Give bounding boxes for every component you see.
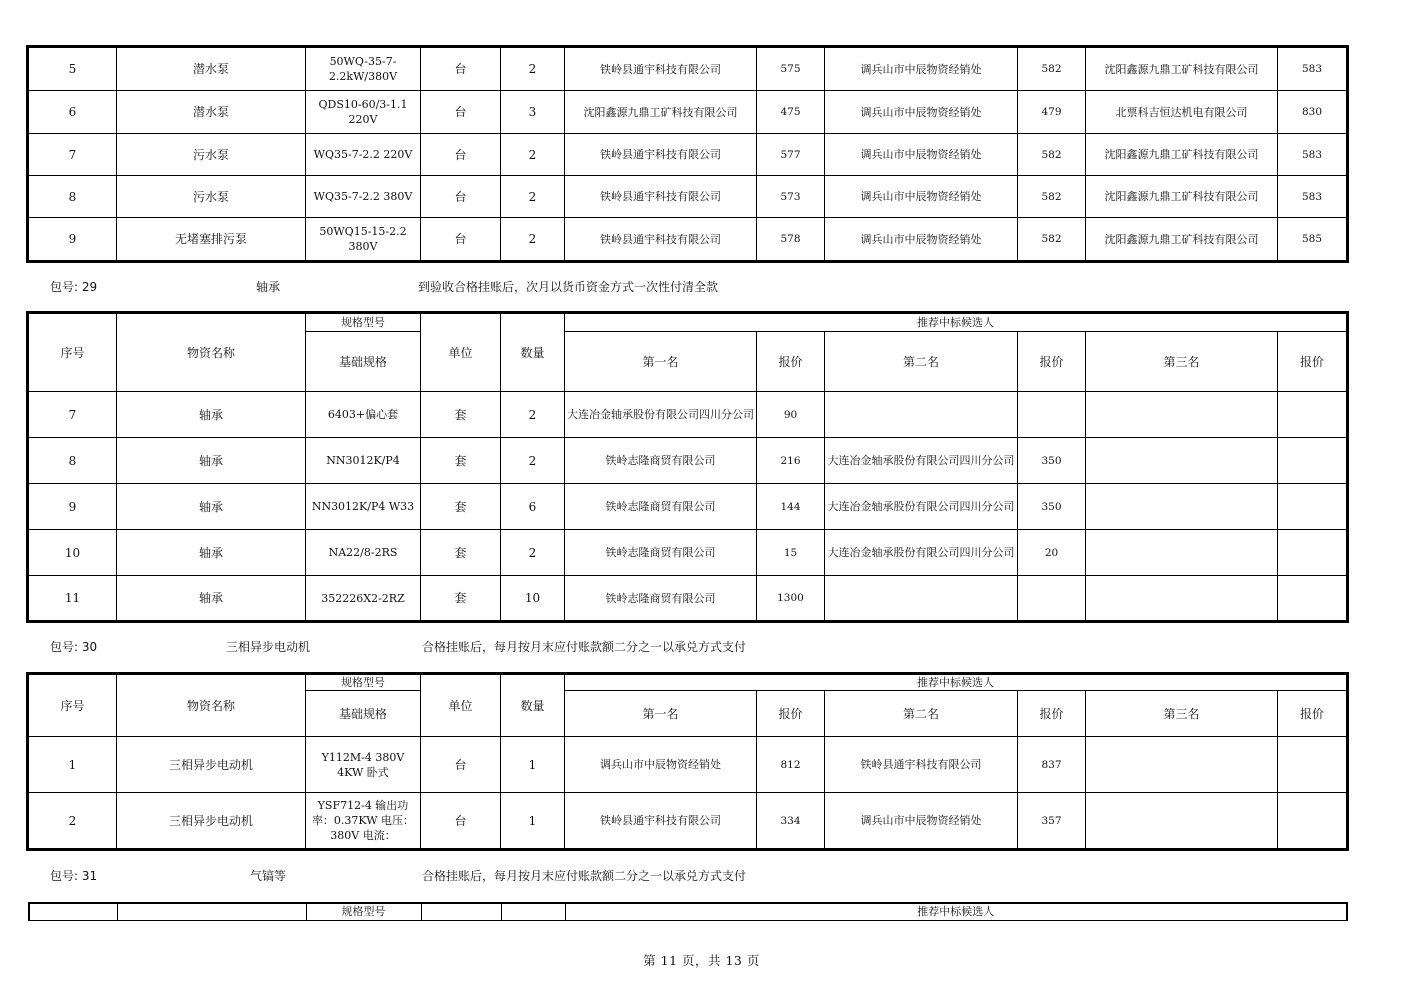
- qty-cell: 2: [501, 176, 565, 218]
- table-row: [29, 530, 1347, 576]
- spec-cell: NN3012K/P4: [306, 438, 421, 484]
- package-30-label: 包号: 30: [50, 640, 98, 654]
- header-seq-cell: [29, 903, 117, 920]
- unit-cell: 台: [421, 134, 501, 176]
- qty-cell: 2: [501, 134, 565, 176]
- unit-cell: 套: [421, 576, 501, 621]
- name-cell: 轴承: [117, 576, 306, 621]
- spec-cell: WQ35-7-2.2 220V: [306, 134, 421, 176]
- name-cell: 污水泵: [117, 176, 306, 218]
- header-price-2: 报价: [1018, 332, 1086, 392]
- header-unit-cell: [421, 903, 501, 920]
- header-spec: 基础规格: [306, 332, 421, 392]
- pump-table: [28, 47, 1347, 261]
- unit-cell: 台: [421, 218, 501, 261]
- header-first: 第一名: [565, 332, 757, 392]
- third-cell: [1086, 438, 1278, 484]
- third-cell: 北票科吉恒达机电有限公司: [1086, 91, 1278, 134]
- name-cell: 潜水泵: [117, 91, 306, 134]
- price-1-cell: 144: [757, 484, 825, 530]
- first-cell: 铁岭志隆商贸有限公司: [565, 438, 757, 484]
- first-cell: 铁岭县通宇科技有限公司: [565, 48, 757, 91]
- header-qty: 数量: [501, 314, 565, 392]
- first-cell: 铁岭志隆商贸有限公司: [565, 576, 757, 621]
- price-2-cell: 582: [1018, 176, 1086, 218]
- third-cell: [1086, 530, 1278, 576]
- seq-cell: 11: [29, 576, 117, 621]
- header-spec-group: 规格型号: [306, 675, 421, 691]
- price-3-cell: [1278, 737, 1347, 793]
- first-cell: 沈阳鑫源九鼎工矿科技有限公司: [565, 91, 757, 134]
- name-cell: 污水泵: [117, 134, 306, 176]
- package-31-item: 气镐等: [250, 869, 287, 883]
- unit-cell: 台: [421, 793, 501, 849]
- package-29-terms: 到验收合格挂账后，次月以货币资金方式一次性付清全款: [418, 280, 719, 294]
- qty-cell: 2: [501, 218, 565, 261]
- price-1-cell: 216: [757, 438, 825, 484]
- third-cell: [1086, 793, 1278, 849]
- qty-cell: 2: [501, 48, 565, 91]
- seq-cell: 8: [29, 176, 117, 218]
- name-cell: 轴承: [117, 530, 306, 576]
- third-cell: 沈阳鑫源九鼎工矿科技有限公司: [1086, 176, 1278, 218]
- header-spec-group: 规格型号: [306, 314, 421, 332]
- unit-cell: 套: [421, 438, 501, 484]
- price-3-cell: 583: [1278, 48, 1347, 91]
- second-cell: 铁岭县通宇科技有限公司: [825, 737, 1018, 793]
- third-cell: [1086, 737, 1278, 793]
- name-cell: 轴承: [117, 438, 306, 484]
- qty-cell: 3: [501, 91, 565, 134]
- seq-cell: 9: [29, 218, 117, 261]
- name-cell: 三相异步电动机: [117, 737, 306, 793]
- price-3-cell: [1278, 576, 1347, 621]
- table-row: [29, 793, 1347, 849]
- price-3-cell: 583: [1278, 176, 1347, 218]
- spec-cell: 6403+偏心套: [306, 392, 421, 438]
- header-qty: 数量: [501, 675, 565, 737]
- unit-cell: 台: [421, 91, 501, 134]
- table-row: [29, 176, 1347, 218]
- package-31-table-clip: [28, 902, 1348, 921]
- price-2-cell: 582: [1018, 218, 1086, 261]
- price-2-cell: [1018, 392, 1086, 438]
- header-recommend: 推荐中标候选人: [565, 675, 1347, 691]
- second-cell: 调兵山市中辰物资经销处: [825, 176, 1018, 218]
- unit-cell: 台: [421, 48, 501, 91]
- header-price-1: 报价: [757, 332, 825, 392]
- name-cell: 轴承: [117, 484, 306, 530]
- price-2-cell: 350: [1018, 438, 1086, 484]
- header-third: 第三名: [1086, 691, 1278, 737]
- qty-cell: 2: [501, 438, 565, 484]
- seq-cell: 6: [29, 91, 117, 134]
- header-unit: 单位: [421, 314, 501, 392]
- package-31-terms: 合格挂账后，每月按月末应付账款额二分之一以承兑方式支付: [422, 869, 747, 883]
- header-first: 第一名: [565, 691, 757, 737]
- package-31-label: 包号: 31: [50, 869, 98, 883]
- name-cell: 三相异步电动机: [117, 793, 306, 849]
- table-row: [29, 438, 1347, 484]
- second-cell: 调兵山市中辰物资经销处: [825, 91, 1018, 134]
- seq-cell: 5: [29, 48, 117, 91]
- package-30-item: 三相异步电动机: [226, 640, 311, 654]
- header-spec: 基础规格: [306, 691, 421, 737]
- second-cell: 调兵山市中辰物资经销处: [825, 48, 1018, 91]
- first-cell: 铁岭县通宇科技有限公司: [565, 134, 757, 176]
- seq-cell: 10: [29, 530, 117, 576]
- header-second: 第二名: [825, 691, 1018, 737]
- price-3-cell: [1278, 484, 1347, 530]
- seq-cell: 1: [29, 737, 117, 793]
- price-1-cell: 334: [757, 793, 825, 849]
- price-1-cell: 573: [757, 176, 825, 218]
- spec-cell: 50WQ-35-7-2.2kW/380V: [306, 48, 421, 91]
- price-2-cell: 582: [1018, 134, 1086, 176]
- header-second: 第二名: [825, 332, 1018, 392]
- header-price-2: 报价: [1018, 691, 1086, 737]
- price-3-cell: 585: [1278, 218, 1347, 261]
- qty-cell: 2: [501, 530, 565, 576]
- seq-cell: 8: [29, 438, 117, 484]
- table-row: [29, 134, 1347, 176]
- name-cell: 轴承: [117, 392, 306, 438]
- header-spec-group: 规格型号: [306, 903, 421, 920]
- third-cell: [1086, 484, 1278, 530]
- header-name: 物资名称: [117, 314, 306, 392]
- third-cell: 沈阳鑫源九鼎工矿科技有限公司: [1086, 134, 1278, 176]
- price-2-cell: 357: [1018, 793, 1086, 849]
- price-3-cell: [1278, 530, 1347, 576]
- package-29-label: 包号: 29: [50, 280, 98, 294]
- price-1-cell: 577: [757, 134, 825, 176]
- table-row: [29, 392, 1347, 438]
- header-price-3: 报价: [1278, 691, 1347, 737]
- header-recommend: 推荐中标候选人: [565, 903, 1347, 920]
- third-cell: 沈阳鑫源九鼎工矿科技有限公司: [1086, 218, 1278, 261]
- second-cell: [825, 576, 1018, 621]
- price-3-cell: [1278, 793, 1347, 849]
- third-cell: [1086, 392, 1278, 438]
- table-row: [29, 737, 1347, 793]
- first-cell: 铁岭县通宇科技有限公司: [565, 176, 757, 218]
- price-1-cell: 812: [757, 737, 825, 793]
- first-cell: 调兵山市中辰物资经销处: [565, 737, 757, 793]
- first-cell: 铁岭志隆商贸有限公司: [565, 530, 757, 576]
- unit-cell: 套: [421, 484, 501, 530]
- spec-cell: Y112M-4 380V 4KW 卧式: [306, 737, 421, 793]
- second-cell: 调兵山市中辰物资经销处: [825, 793, 1018, 849]
- header-third: 第三名: [1086, 332, 1278, 392]
- price-2-cell: 582: [1018, 48, 1086, 91]
- third-cell: 沈阳鑫源九鼎工矿科技有限公司: [1086, 48, 1278, 91]
- spec-cell: WQ35-7-2.2 380V: [306, 176, 421, 218]
- first-cell: 大连冶金轴承股份有限公司四川分公司: [565, 392, 757, 438]
- price-2-cell: 479: [1018, 91, 1086, 134]
- price-1-cell: 1300: [757, 576, 825, 621]
- table-row: [29, 576, 1347, 621]
- header-name: 物资名称: [117, 675, 306, 737]
- package-29-item: 轴承: [256, 280, 281, 294]
- spec-cell: 352226X2-2RZ: [306, 576, 421, 621]
- second-cell: 大连冶金轴承股份有限公司四川分公司: [825, 530, 1018, 576]
- price-3-cell: 830: [1278, 91, 1347, 134]
- package-29-table: [28, 313, 1347, 621]
- package-30-terms: 合格挂账后，每月按月末应付账款额二分之一以承兑方式支付: [422, 640, 747, 654]
- price-1-cell: 475: [757, 91, 825, 134]
- price-2-cell: [1018, 576, 1086, 621]
- third-cell: [1086, 576, 1278, 621]
- second-cell: 大连冶金轴承股份有限公司四川分公司: [825, 438, 1018, 484]
- package-30-table: [28, 674, 1347, 849]
- header-unit: 单位: [421, 675, 501, 737]
- spec-cell: YSF712-4 输出功率：0.37KW 电压：380V 电流：: [306, 793, 421, 849]
- table-row: [29, 48, 1347, 91]
- seq-cell: 7: [29, 134, 117, 176]
- spec-cell: 50WQ15-15-2.2 380V: [306, 218, 421, 261]
- header-seq: 序号: [29, 314, 117, 392]
- unit-cell: 台: [421, 176, 501, 218]
- first-cell: 铁岭县通宇科技有限公司: [565, 793, 757, 849]
- package-31-table: [28, 902, 1348, 921]
- page-footer: 第 11 页，共 13 页: [643, 953, 760, 968]
- second-cell: 调兵山市中辰物资经销处: [825, 218, 1018, 261]
- seq-cell: 9: [29, 484, 117, 530]
- price-2-cell: 20: [1018, 530, 1086, 576]
- qty-cell: 1: [501, 737, 565, 793]
- header-qty-cell: [501, 903, 565, 920]
- unit-cell: 套: [421, 392, 501, 438]
- qty-cell: 2: [501, 392, 565, 438]
- qty-cell: 6: [501, 484, 565, 530]
- price-2-cell: 350: [1018, 484, 1086, 530]
- seq-cell: 2: [29, 793, 117, 849]
- price-3-cell: [1278, 438, 1347, 484]
- spec-cell: NA22/8-2RS: [306, 530, 421, 576]
- header-price-3: 报价: [1278, 332, 1347, 392]
- table-row: [29, 218, 1347, 261]
- second-cell: 大连冶金轴承股份有限公司四川分公司: [825, 484, 1018, 530]
- spec-cell: QDS10-60/3-1.1 220V: [306, 91, 421, 134]
- price-3-cell: [1278, 392, 1347, 438]
- spec-cell: NN3012K/P4 W33: [306, 484, 421, 530]
- header-recommend: 推荐中标候选人: [565, 314, 1347, 332]
- unit-cell: 套: [421, 530, 501, 576]
- qty-cell: 10: [501, 576, 565, 621]
- name-cell: 无堵塞排污泵: [117, 218, 306, 261]
- price-1-cell: 578: [757, 218, 825, 261]
- unit-cell: 台: [421, 737, 501, 793]
- first-cell: 铁岭县通宇科技有限公司: [565, 218, 757, 261]
- qty-cell: 1: [501, 793, 565, 849]
- name-cell: 潜水泵: [117, 48, 306, 91]
- second-cell: [825, 392, 1018, 438]
- price-1-cell: 15: [757, 530, 825, 576]
- price-1-cell: 575: [757, 48, 825, 91]
- header-seq: 序号: [29, 675, 117, 737]
- price-3-cell: 583: [1278, 134, 1347, 176]
- header-name-cell: [117, 903, 306, 920]
- header-price-1: 报价: [757, 691, 825, 737]
- price-2-cell: 837: [1018, 737, 1086, 793]
- seq-cell: 7: [29, 392, 117, 438]
- price-1-cell: 90: [757, 392, 825, 438]
- first-cell: 铁岭志隆商贸有限公司: [565, 484, 757, 530]
- table-row: [29, 484, 1347, 530]
- second-cell: 调兵山市中辰物资经销处: [825, 134, 1018, 176]
- table-row: [29, 91, 1347, 134]
